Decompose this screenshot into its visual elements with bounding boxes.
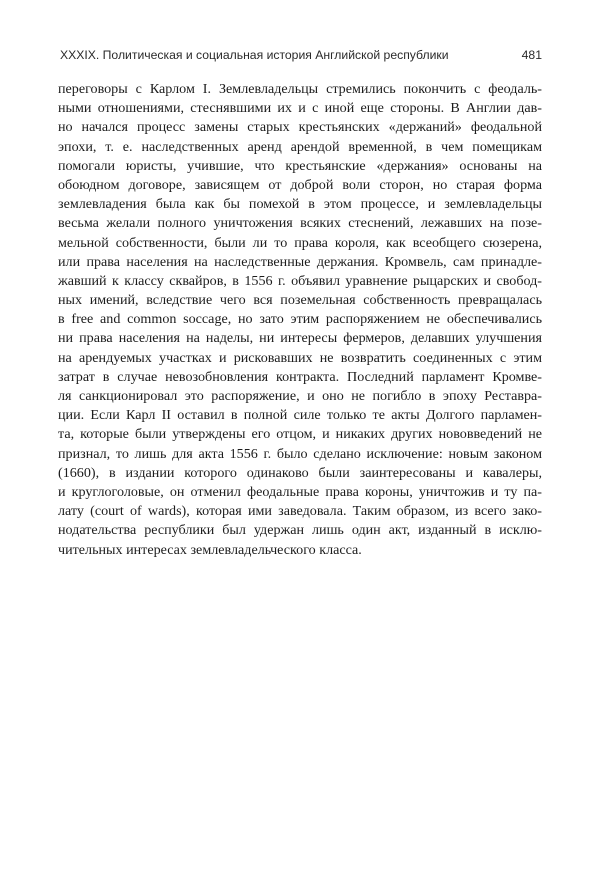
text-line: эпохи, т. е. наследственных аренд арендой временной, в чем помещикам [58, 138, 542, 155]
text-line: чительных интересах землевладельческого класса. [58, 541, 362, 558]
text-line: на арендуемых участках и рисковавших не возвратить соединенных с этим [58, 349, 542, 366]
text-line: (1660), в издании которого одинаково были заинтересованы и кавалеры, [58, 464, 542, 481]
text-line: мельной собственности, были ли то права короля, как всеобщего сюзерена, [58, 234, 542, 251]
page-number: 481 [521, 48, 542, 62]
text-line: та, которые были утверждены его отцом, и никаких других нововведений не [58, 426, 542, 443]
text-line: нодательства республики был удержан лишь один акт, изданный в исклю- [58, 522, 542, 539]
chapter-title: XXXIX. Политическая и социальная история Английской республики [60, 48, 449, 62]
body-paragraph [58, 80, 542, 560]
text-line: затрат в случае невозобновления контракта. Последний парламент Кромве- [58, 368, 542, 385]
text-line: ных имений, вследствие чего вся поземельная собственность превращалась [58, 292, 542, 309]
text-line: ля санкционировал это распоряжение, и оно не погибло в эпоху Реставра- [58, 388, 542, 404]
text-line: обоюдном договоре, зависящем от доброй воли сторон, но старая форма [58, 176, 542, 193]
text-line: признал, то лишь для акта 1556 г. было сделано исключение: новым законом [58, 445, 542, 462]
text-line: жавший к классу сквайров, в 1556 г. объявил уравнение рыцарских и свобод- [58, 272, 542, 289]
text-line: весьма желали полного уничтожения всяких стеснений, лежавших на позе- [58, 215, 542, 232]
text-line: в free and common soccage, но зато этим распоряжением не обеспечивались [58, 311, 542, 328]
text-line: ными отношениями, стеснявшими их и с иной еще стороны. В Англии дав- [58, 100, 542, 117]
text-line: помогали юристы, учившие, что крестьянские «держания» основаны на [58, 157, 542, 174]
text-line: и круглоголовые, он отменил феодальные права короны, уничтожив и ту па- [58, 483, 542, 500]
text-line: ни права населения на наделы, ни интересы фермеров, делавших улучшения [58, 330, 542, 347]
text-line: переговоры с Карлом I. Землевладельцы стремились покончить с феодаль- [58, 81, 542, 97]
text-line: ции. Если Карл II оставил в полной силе только те акты Долгого парламен- [58, 407, 542, 424]
text-line: или права населения на наследственные держания. Кромвель, сам принадле- [58, 253, 542, 270]
text-line: землевладения была как бы помехой в этом процессе, и землевладельцы [58, 196, 542, 213]
running-head [58, 48, 542, 66]
text-line: лату (court of wards), которая ими заведовала. Таким образом, из всего зако- [58, 503, 542, 520]
text-line: но начался процесс замены старых крестьянских «держаний» феодальной [58, 119, 542, 136]
